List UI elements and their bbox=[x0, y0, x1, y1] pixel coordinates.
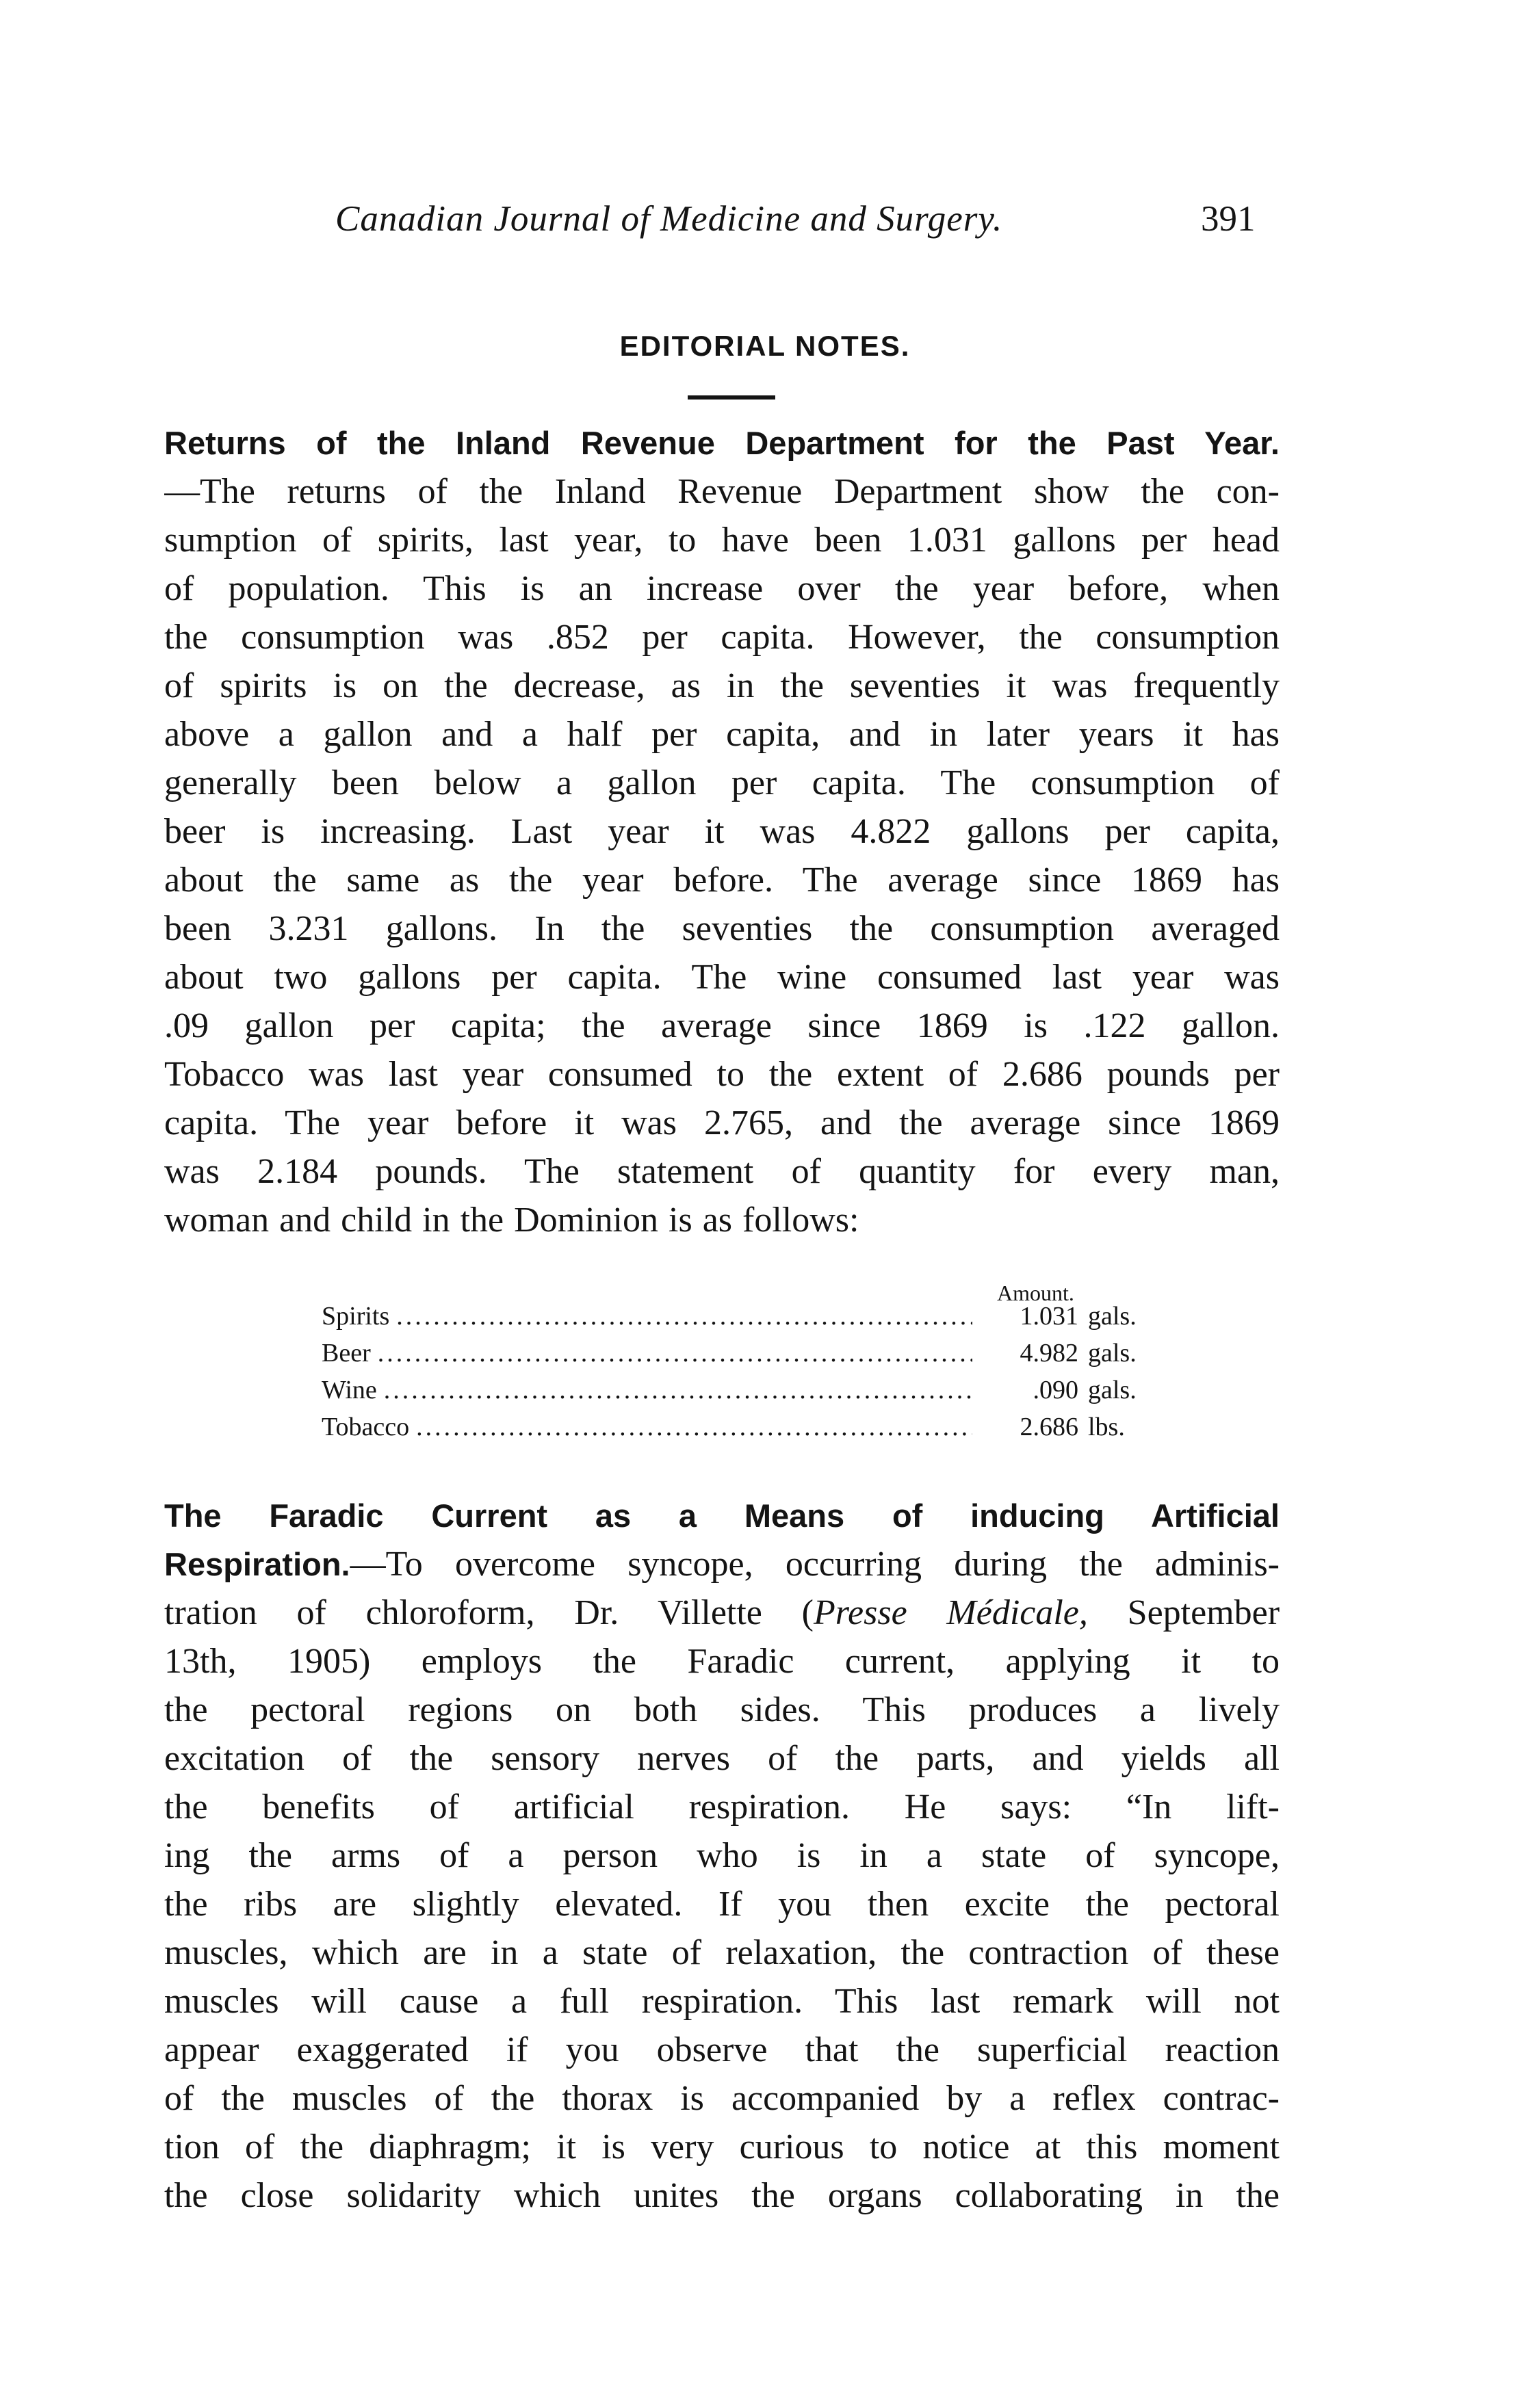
table-row bbox=[322, 1412, 1163, 1449]
body-line: the close solidarity which unites the organs collaborating in the bbox=[164, 2176, 1280, 2215]
body-line: above a gallon and a half per capita, and in later years it has bbox=[164, 715, 1280, 754]
article-inland-revenue bbox=[164, 419, 1280, 1244]
body-line: .09 gallon per capita; the average since 1869 is .122 gallon. bbox=[164, 1006, 1280, 1045]
leader-dots bbox=[396, 1301, 972, 1331]
body-line: sumption of spirits, last year, to have been 1.031 gallons per head bbox=[164, 521, 1280, 560]
title-rule bbox=[688, 395, 775, 400]
body-text: September bbox=[1087, 1593, 1280, 1632]
body-line: capita. The year before it was 2.765, and the average since 1869 bbox=[164, 1103, 1280, 1142]
body-line: of spirits is on the decrease, as in the seventies it was frequently bbox=[164, 666, 1280, 705]
page-number: 391 bbox=[1201, 199, 1256, 239]
body-line: beer is increasing. Last year it was 4.822 gallons per capita, bbox=[164, 812, 1280, 851]
body-line: woman and child in the Dominion is as follows: bbox=[164, 1201, 859, 1240]
body-line: was 2.184 pounds. The statement of quantity for every man, bbox=[164, 1152, 1280, 1191]
article-heading: Returns of the Inland Revenue Department for the Past Year. bbox=[164, 425, 1280, 461]
body-line: the consumption was .852 per capita. However, the consumption bbox=[164, 618, 1280, 657]
body-line: of population. This is an increase over the year before, when bbox=[164, 569, 1280, 608]
row-unit: gals. bbox=[1088, 1302, 1137, 1331]
article-faradic-current bbox=[164, 1491, 1280, 2220]
row-value: 2.686 bbox=[1020, 1413, 1078, 1441]
row-label: Beer bbox=[322, 1339, 371, 1367]
body-line: muscles, which are in a state of relaxation, the contraction of these bbox=[164, 1933, 1280, 1972]
row-value: .090 bbox=[1033, 1376, 1078, 1404]
row-value: 4.982 bbox=[1020, 1339, 1078, 1367]
article-heading-end: Respiration. bbox=[164, 1546, 350, 1582]
body-line: appear exaggerated if you observe that the superficial reaction bbox=[164, 2030, 1280, 2069]
row-value: 1.031 bbox=[1020, 1302, 1078, 1331]
consumption-table bbox=[322, 1301, 1163, 1449]
leader-dots bbox=[378, 1338, 972, 1368]
body-text: tration of chloroform, Dr. Villette ( bbox=[164, 1593, 814, 1632]
table-row bbox=[322, 1301, 1163, 1338]
body-line: 13th, 1905) employs the Faradic current, applying it to bbox=[164, 1642, 1280, 1681]
amount-column-header: Amount. bbox=[997, 1281, 1074, 1305]
body-line: Tobacco was last year consumed to the extent of 2.686 pounds per bbox=[164, 1055, 1280, 1094]
table-row bbox=[322, 1338, 1163, 1375]
body-line bbox=[164, 1588, 1280, 1637]
body-line: the ribs are slightly elevated. If you then excite the pectoral bbox=[164, 1885, 1280, 1924]
body-line: excitation of the sensory nerves of the parts, and yields all bbox=[164, 1739, 1280, 1778]
body-line: about two gallons per capita. The wine consumed last year was bbox=[164, 958, 1280, 997]
running-title: Canadian Journal of Medicine and Surgery. bbox=[335, 199, 1003, 239]
row-label: Tobacco bbox=[322, 1413, 410, 1441]
body-line: the benefits of artificial respiration. He says: “In lift- bbox=[164, 1788, 1280, 1827]
body-line: generally been below a gallon per capita. The consumption of bbox=[164, 763, 1280, 802]
journal-citation: Presse Médicale, bbox=[813, 1593, 1088, 1632]
body-line: been 3.231 gallons. In the seventies the consumption averaged bbox=[164, 909, 1280, 948]
body-line: tion of the diaphragm; it is very curious to notice at this moment bbox=[164, 2128, 1280, 2167]
body-text: —To overcome syncope, occurring during the adminis- bbox=[350, 1545, 1280, 1584]
article-heading: The Faradic Current as a Means of inducing Artificial bbox=[164, 1497, 1280, 1534]
body-line: the pectoral regions on both sides. This produces a lively bbox=[164, 1690, 1280, 1729]
row-label: Spirits bbox=[322, 1302, 390, 1331]
body-line: of the muscles of the thorax is accompanied by a reflex contrac- bbox=[164, 2079, 1280, 2118]
body-line: —The returns of the Inland Revenue Department show the con- bbox=[164, 472, 1280, 511]
row-unit: gals. bbox=[1088, 1376, 1137, 1404]
body-line bbox=[164, 1540, 1280, 1588]
leader-dots bbox=[384, 1375, 972, 1405]
body-line: muscles will cause a full respiration. This last remark will not bbox=[164, 1982, 1280, 2021]
body-line: ing the arms of a person who is in a state of syncope, bbox=[164, 1836, 1280, 1875]
section-title: EDITORIAL NOTES. bbox=[619, 330, 911, 362]
body-line: about the same as the year before. The average since 1869 has bbox=[164, 861, 1280, 900]
row-label: Wine bbox=[322, 1376, 377, 1404]
table-row bbox=[322, 1375, 1163, 1412]
leader-dots bbox=[416, 1412, 972, 1442]
row-unit: lbs. bbox=[1088, 1413, 1125, 1441]
row-unit: gals. bbox=[1088, 1339, 1137, 1367]
